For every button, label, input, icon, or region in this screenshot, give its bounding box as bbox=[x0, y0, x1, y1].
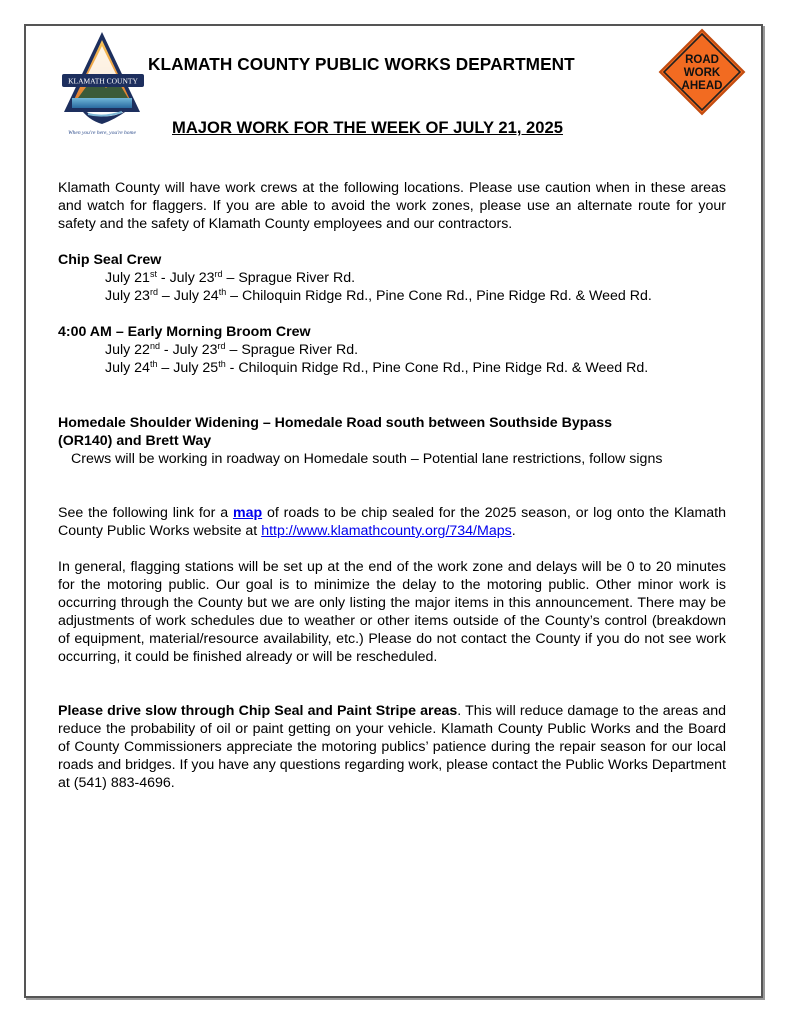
general-paragraph: In general, flagging stations will be set up at the end of the work zone and delays will be 0 to 20 minutes for the motoring public. Our goal is to minimize the delay to the motoring public. Other minor work is occurring through the County but we are only listing the major items in this announcement. There may be adjustments of work schedules due to weather or other items outside of the County’s control (breakdown of equipment, material/resource availability, etc.) Please do not contact the County if you do not see work occurring, it could be finished already or will be rescheduled. bbox=[58, 559, 726, 665]
closing-bold: Please drive slow through Chip Seal and Paint Stripe areas bbox=[58, 703, 458, 719]
homedale-section bbox=[58, 414, 726, 468]
schedule-line: July 23rd – July 24th – Chiloquin Ridge Rd., Pine Cone Rd., Pine Ridge Rd. & Weed Rd. bbox=[105, 287, 652, 304]
sign-line-2: WORK bbox=[683, 67, 721, 79]
logo-county-name: KLAMATH COUNTY bbox=[68, 76, 138, 86]
logo-tagline: When you're here, you're home bbox=[68, 130, 136, 136]
road-work-ahead-sign-icon bbox=[658, 28, 746, 116]
homedale-note: Crews will be working in roadway on Homedale south – Potential lane restrictions, follow signs bbox=[71, 451, 663, 467]
broom-crew-heading: 4:00 AM – Early Morning Broom Crew bbox=[58, 324, 311, 340]
week-title: MAJOR WORK FOR THE WEEK OF JULY 21, 2025 bbox=[172, 118, 563, 137]
chip-seal-section bbox=[58, 251, 726, 305]
map-link-paragraph: See the following link for a map of roads to be chip sealed for the 2025 season, or log onto the Klamath County Public Works website at http://www.klamathcounty.org/734/Maps. bbox=[58, 505, 727, 539]
schedule-line: July 22nd - July 23rd – Sprague River Rd. bbox=[105, 341, 359, 358]
schedule-line: July 21st - July 23rd – Sprague River Rd. bbox=[105, 269, 356, 286]
closing-paragraph bbox=[58, 702, 726, 792]
chip-seal-heading: Chip Seal Crew bbox=[58, 252, 162, 268]
closing-rest: . This will reduce damage to the areas and reduce the probability of oil or paint getting on your vehicle. Klamath County Public Works and the Board of County Commissioners appreciate the motoring publics’ patience during the repair season for our local roads and bridges. If you have any questions regarding work, please contact the Public Works Department at (541) 883-4696. bbox=[58, 703, 727, 791]
homedale-heading-line-1: Homedale Shoulder Widening – Homedale Road south between Southside Bypass bbox=[58, 415, 613, 431]
broom-crew-section bbox=[58, 323, 726, 377]
klamath-county-logo bbox=[58, 28, 154, 140]
department-title: KLAMATH COUNTY PUBLIC WORKS DEPARTMENT bbox=[148, 54, 575, 74]
maps-website-link[interactable]: http://www.klamathcounty.org/734/Maps bbox=[261, 523, 512, 539]
homedale-heading-line-2: (OR140) and Brett Way bbox=[58, 433, 212, 449]
intro-paragraph: Klamath County will have work crews at the following locations. Please use caution when in these areas and watch for flaggers. If you are able to avoid the work zones, please use an alternate route for your safety and the safety of Klamath County employees and our contractors. bbox=[58, 180, 726, 232]
schedule-line: July 24th – July 25th - Chiloquin Ridge Rd., Pine Cone Rd., Pine Ridge Rd. & Weed Rd. bbox=[105, 359, 649, 376]
map-link[interactable]: map bbox=[232, 505, 263, 521]
sign-line-3: AHEAD bbox=[681, 80, 723, 92]
sign-line-1: ROAD bbox=[685, 54, 719, 66]
